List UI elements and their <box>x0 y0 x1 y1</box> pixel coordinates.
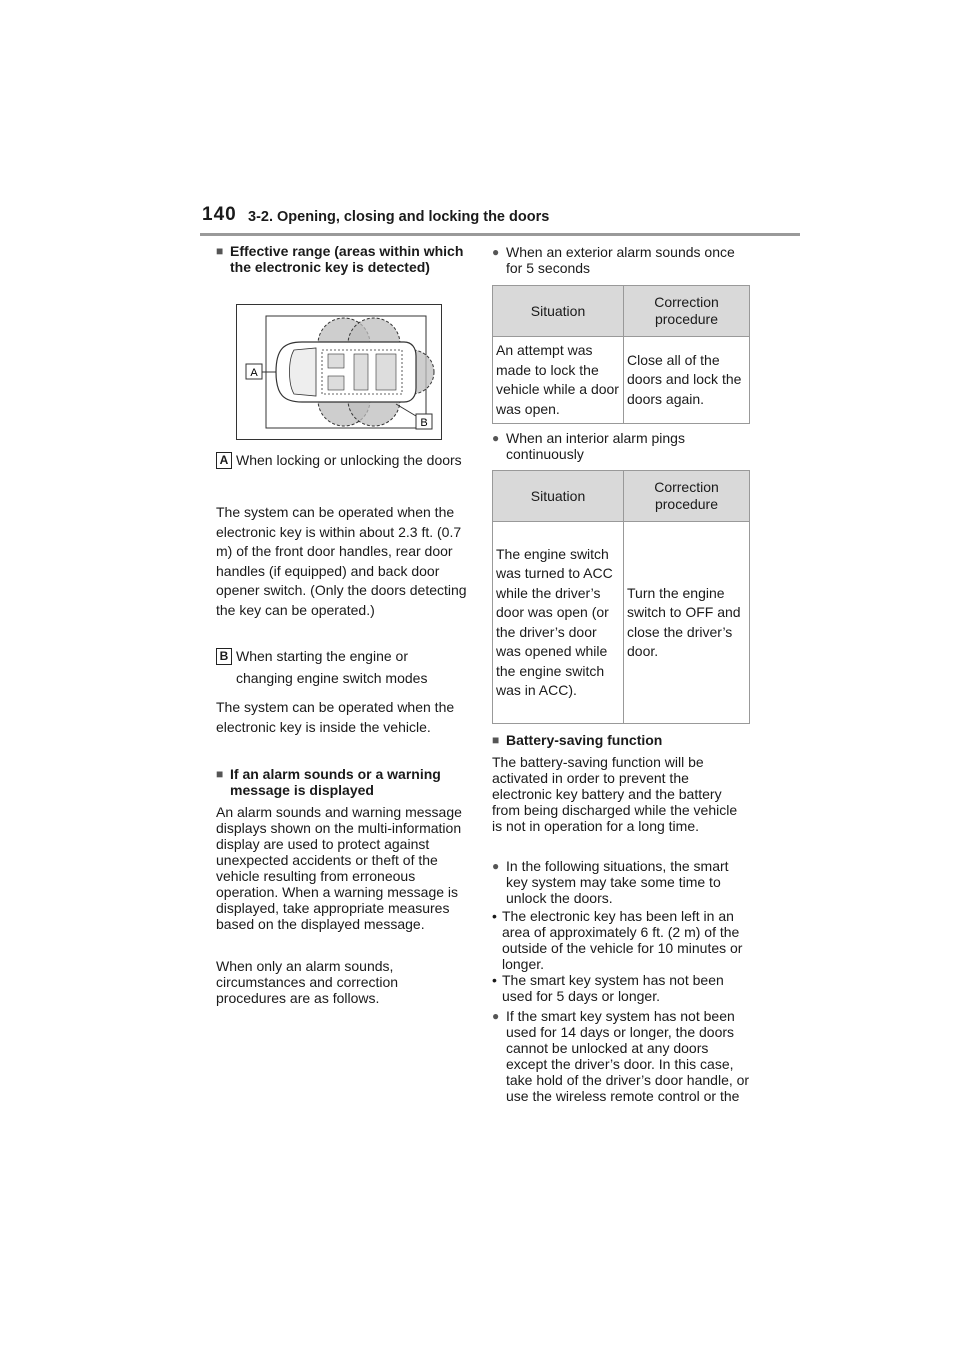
bullet-text: ● When an interior alarm pings continuously <box>492 430 750 462</box>
item-b <box>216 648 468 689</box>
bullet-text: ● When an exterior alarm sounds once for 5 seconds <box>492 244 750 276</box>
battery-heading <box>492 732 750 748</box>
situation-dash-2 <box>492 972 750 1004</box>
diagram-label-a: A <box>250 367 258 379</box>
table2-situation-cell: The engine switch was turned to ACC while the driver’s door was open (or the driver’s door was opened while the engine switch was in ACC). <box>493 522 624 724</box>
page-number: 140 <box>202 204 237 225</box>
bullet-text: ● In the following situations, the smart key system may take some time to unlock the doors. <box>492 858 750 906</box>
diagram-label-b: B <box>420 417 428 429</box>
effective-range-heading <box>216 243 468 275</box>
item-b-text: When starting the engine or changing engine switch modes <box>236 648 428 686</box>
alarm-paragraph-1: An alarm sounds and warning message displays shown on the multi-information display are used to protect against unexpected accidents or theft of the vehicle resulting from erroneous operation. When a warning message is displayed, take appropriate measures based on the displayed message. <box>216 804 462 932</box>
section-title: 3-2. Opening, closing and locking the doors <box>248 209 550 225</box>
label-a-box: A <box>216 452 232 469</box>
situations-bullet <box>492 858 750 906</box>
item-a-description: The system can be operated when the electronic key is within about 2.3 ft. (0.7 m) of the front door handles, rear door handles (if equipped) and back door opener switch. (Only the doors detecting the key can be operated.) <box>216 504 467 618</box>
table1-header-situation: Situation <box>493 286 624 337</box>
interior-alarm-table <box>492 470 750 724</box>
table2-correction-cell: Turn the engine switch to OFF and close the driver’s door. <box>624 522 750 724</box>
dash-text: • The smart key system has not been used for 5 days or longer. <box>492 972 750 1004</box>
table2-header-correction: Correction procedure <box>624 471 750 522</box>
vehicle-range-svg <box>236 304 442 440</box>
interior-alarm-bullet <box>492 430 750 462</box>
dash-text: • The electronic key has been left in an area of approximately 6 ft. (2 m) of the outside of the vehicle for 10 minutes or longer. <box>492 908 750 972</box>
item-a-text: When locking or unlocking the doors <box>236 452 462 468</box>
alarm-paragraph-2: When only an alarm sounds, circumstances and correction procedures are as follows. <box>216 958 399 1006</box>
item-b-description: The system can be operated when the electronic key is inside the vehicle. <box>216 699 455 735</box>
table1-correction-cell: Close all of the doors and lock the doors again. <box>624 337 750 424</box>
exterior-alarm-bullet <box>492 244 750 276</box>
bullet-text: ● If the smart key system has not been used for 14 days or longer, the doors cannot be unlocked at any doors except the driver’s door. In this case, take hold of the driver’s door handle, or use the wireless remote control or the <box>492 1008 750 1104</box>
exterior-alarm-table <box>492 285 750 424</box>
header-rule <box>200 233 800 236</box>
heading-text: ■ If an alarm sounds or a warning message is displayed <box>216 766 468 798</box>
heading-text: ■ Battery-saving function <box>492 732 750 748</box>
effective-range-diagram <box>236 304 442 440</box>
alarm-heading <box>216 766 468 798</box>
situation-dash-1 <box>492 908 750 972</box>
label-b-box: B <box>216 648 232 665</box>
table1-header-correction: Correction procedure <box>624 286 750 337</box>
table2-header-situation: Situation <box>493 471 624 522</box>
fourteen-days-bullet <box>492 1008 750 1104</box>
item-a <box>216 452 468 471</box>
table1-situation-cell: An attempt was made to lock the vehicle while a door was open. <box>493 337 624 424</box>
battery-paragraph: The battery-saving function will be activated in order to prevent the electronic key battery and the battery from being discharged while the vehicle is not in operation for a long time. <box>492 754 738 834</box>
heading-text: ■ Effective range (areas within which the electronic key is detected) <box>216 243 468 275</box>
